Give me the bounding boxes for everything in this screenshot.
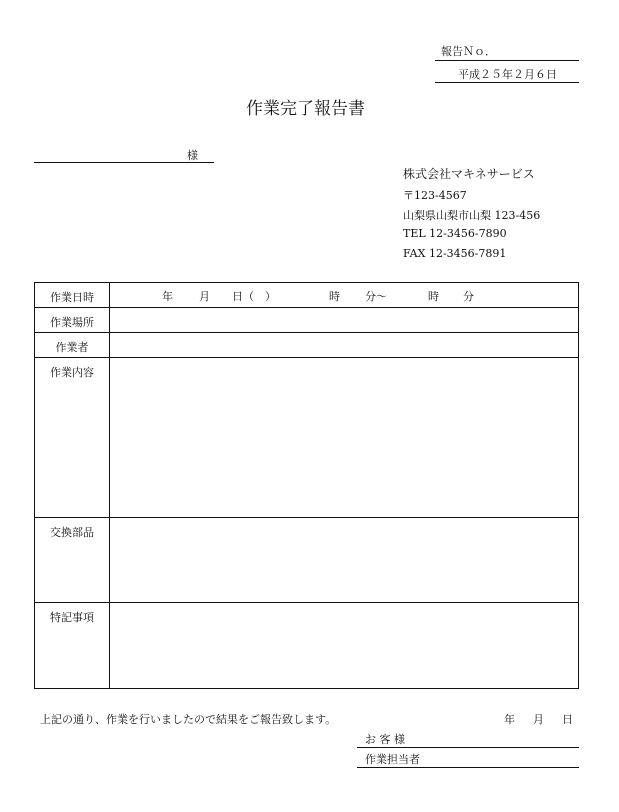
recipient-line (34, 162, 214, 163)
work-content-field[interactable] (110, 358, 579, 518)
datetime-end-hour: 時 (428, 290, 439, 303)
footer-year: 年 (504, 713, 515, 726)
company-name: 株式会社マキネサービス (403, 167, 535, 181)
row-label-special-notes: 特記事項 (35, 603, 110, 689)
company-postal: 〒123-4567 (403, 189, 467, 202)
special-notes-field[interactable] (110, 603, 579, 689)
report-number-underline (435, 60, 579, 61)
staff-signature-line (357, 767, 579, 768)
table-row (35, 283, 579, 308)
company-tel: TEL 12-3456-7890 (403, 227, 507, 240)
report-date-underline (435, 82, 579, 83)
row-label-replaced-parts: 交換部品 (35, 518, 110, 603)
datetime-start-hour: 時 (329, 290, 340, 303)
datetime-field[interactable] (110, 283, 579, 308)
recipient-suffix: 様 (187, 149, 198, 162)
datetime-end-minute: 分 (463, 290, 474, 303)
table-row (35, 333, 579, 358)
datetime-year: 年 (162, 290, 173, 303)
row-label-work-content: 作業内容 (35, 358, 110, 518)
footer-day: 日 (562, 713, 573, 726)
report-number-label: 報告Ｎｏ． (441, 45, 496, 58)
location-field[interactable] (110, 308, 579, 333)
company-fax: FAX 12-3456-7891 (403, 247, 507, 260)
report-statement: 上記の通り、作業を行いましたので結果をご報告致します。 (40, 713, 337, 726)
report-date: 平成２５年２月６日 (458, 68, 557, 81)
datetime-day: 日（ ） (232, 290, 276, 303)
replaced-parts-field[interactable] (110, 518, 579, 603)
customer-signature-line (357, 747, 579, 748)
row-label-location: 作業場所 (35, 308, 110, 333)
row-label-datetime: 作業日時 (35, 283, 110, 308)
datetime-start-minute: 分～ (365, 290, 387, 303)
datetime-month: 月 (199, 290, 210, 303)
table-row (35, 603, 579, 689)
report-table (34, 282, 579, 689)
staff-label: 作業担当者 (365, 753, 420, 766)
page-title: 作業完了報告書 (246, 99, 365, 119)
row-label-worker: 作業者 (35, 333, 110, 358)
table-row (35, 358, 579, 518)
table-row (35, 518, 579, 603)
table-row (35, 308, 579, 333)
footer-month: 月 (533, 713, 544, 726)
customer-label: お 客 様 (365, 733, 405, 746)
company-address: 山梨県山梨市山梨 123-456 (403, 209, 541, 222)
worker-field[interactable] (110, 333, 579, 358)
